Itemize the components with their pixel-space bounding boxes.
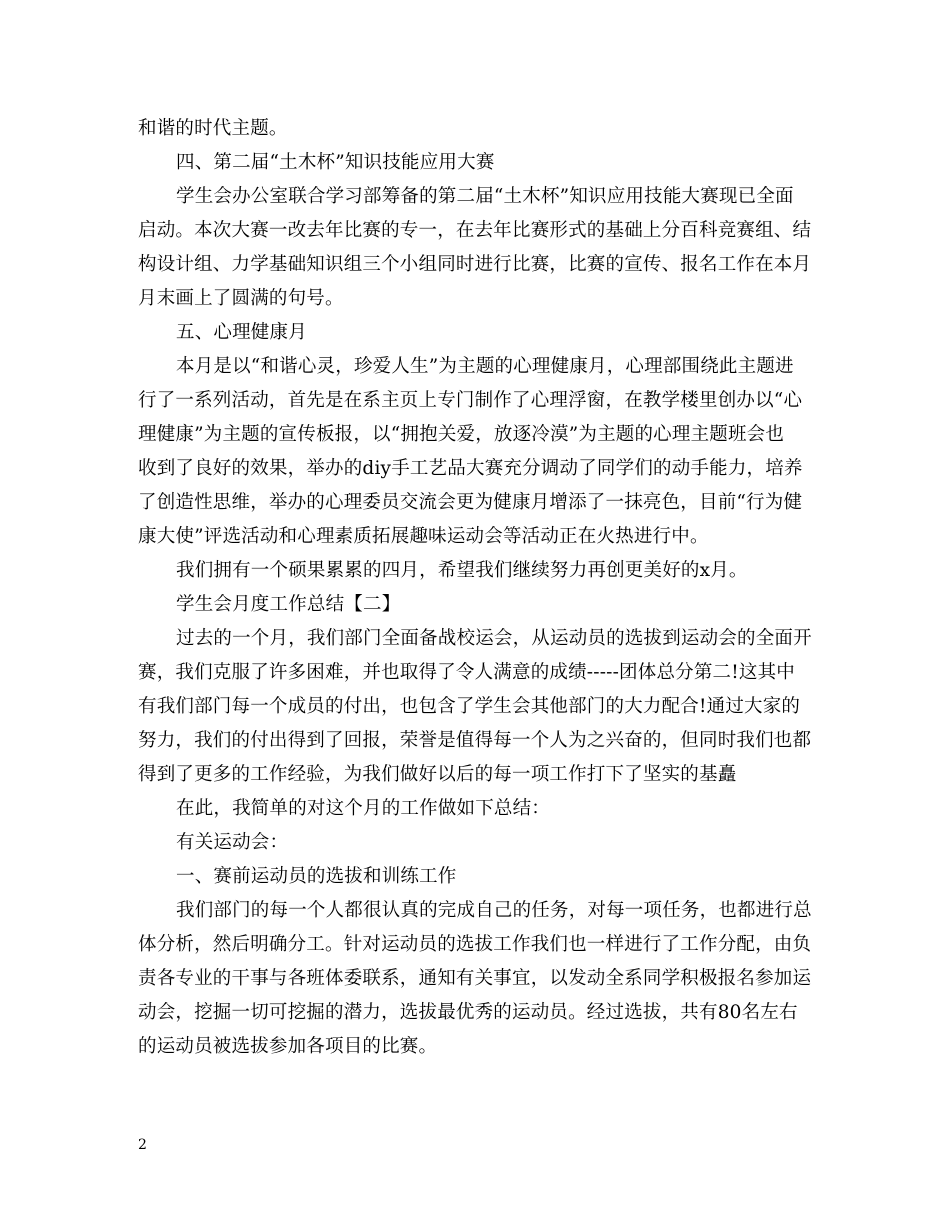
text-line: 本月是以“和谐心灵，珍爱人生”为主题的心理健康月，心理部围绕此主题进: [176, 356, 794, 377]
text-line: 康大使”评选活动和心理素质拓展趣味运动会等活动正在火热进行中。: [138, 526, 709, 547]
text-line: 启动。本次大赛一改去年比赛的专一，在去年比赛形式的基础上分百科竞赛组、结: [138, 220, 812, 241]
text-line: 动会，挖掘一切可挖掘的潜力，选拔最优秀的运动员。经过选拔，共有80名左右: [138, 1002, 798, 1023]
text-line: 和谐的时代主题。: [138, 118, 288, 139]
text-line: 我们部门的每一个人都很认真的完成自己的任务，对每一项任务，也都进行总: [176, 900, 812, 921]
text-line: 有关运动会：: [176, 832, 289, 853]
text-line: 学生会月度工作总结【二】: [176, 594, 401, 615]
text-line: 理健康”为主题的宣传板报，以“拥抱关爱，放逐冷漠”为主题的心理主题班会也: [138, 424, 785, 445]
text-line: 的运动员被选拔参加各项目的比赛。: [138, 1036, 438, 1057]
page-number: 2: [138, 1137, 147, 1153]
text-line: 过去的一个月，我们部门全面备战校运会，从运动员的选拔到运动会的全面开: [176, 628, 812, 649]
text-line: 体分析，然后明确分工。针对运动员的选拔工作我们也一样进行了工作分配，由负: [138, 934, 812, 955]
text-line: 月末画上了圆满的句号。: [138, 288, 344, 309]
text-line: 得到了更多的工作经验，为我们做好以后的每一项工作打下了坚实的基矗: [138, 764, 737, 785]
text-line: 收到了良好的效果，举办的diy手工艺品大赛充分调动了同学们的动手能力，培养: [138, 458, 803, 479]
text-line: 四、第二届“土木杯”知识技能应用大赛: [176, 152, 495, 173]
text-line: 了创造性思维，举办的心理委员交流会更为健康月增添了一抹亮色，目前“行为健: [138, 492, 803, 513]
text-line: 我们拥有一个硕果累累的四月，希望我们继续努力再创更美好的x月。: [176, 560, 748, 581]
text-line: 一、赛前运动员的选拔和训练工作: [176, 866, 457, 887]
document-body: [138, 112, 818, 1064]
text-line: 在此，我简单的对这个月的工作做如下总结：: [176, 798, 551, 819]
text-line: 责各专业的干事与各班体委联系，通知有关事宜，以发动全系同学积极报名参加运: [138, 968, 812, 989]
text-line: 构设计组、力学基础知识组三个小组同时进行比赛，比赛的宣传、报名工作在本月: [138, 254, 812, 275]
text-line: 努力，我们的付出得到了回报，荣誉是值得每一个人为之兴奋的，但同时我们也都: [138, 730, 812, 751]
text-line: 有我们部门每一个成员的付出，也包含了学生会其他部门的大力配合!通过大家的: [138, 696, 801, 717]
text-line: 学生会办公室联合学习部筹备的第二届“土木杯”知识应用技能大赛现已全面: [176, 186, 794, 207]
text-line: 赛，我们克服了许多困难，并也取得了令人满意的成绩-----团体总分第二!这其中: [138, 662, 795, 683]
text-line: 五、心理健康月: [176, 322, 307, 343]
text-line: 行了一系列活动，首先是在系主页上专门制作了心理浮窗，在教学楼里创办以“心: [138, 390, 803, 411]
